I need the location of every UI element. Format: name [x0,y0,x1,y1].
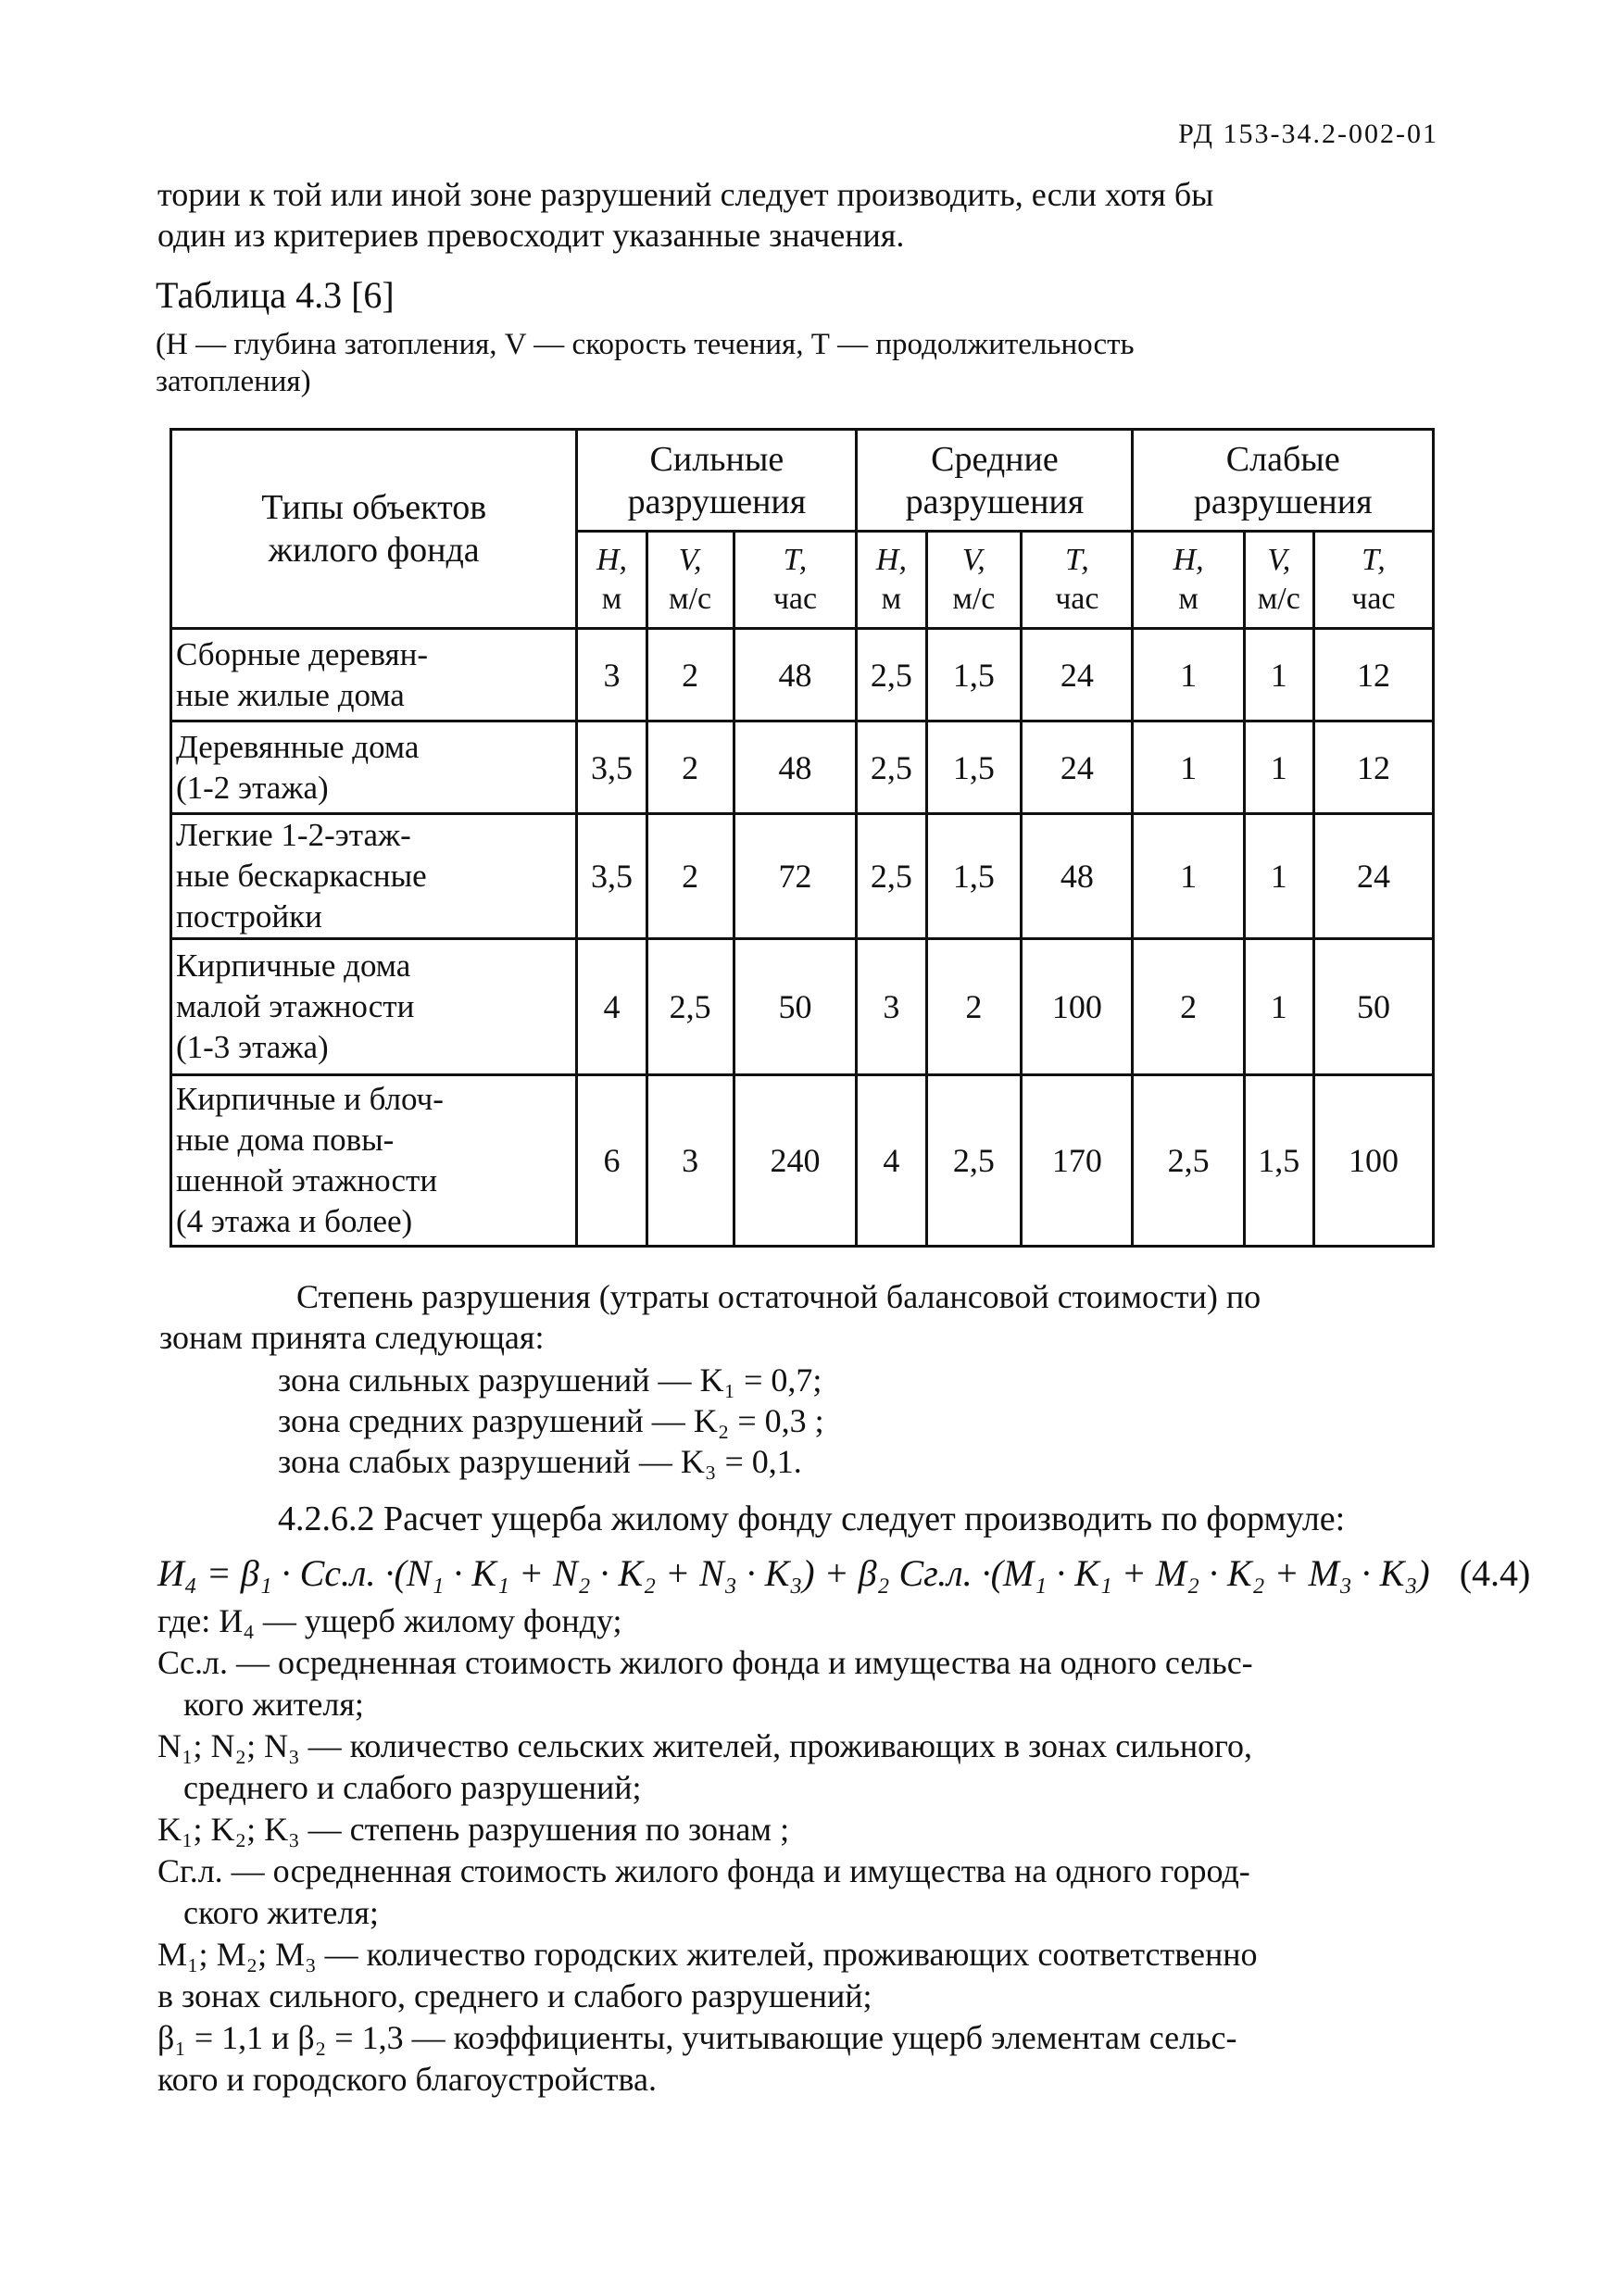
param-unit: м [881,582,902,616]
object-type-line: ные дома повы- [176,1122,395,1158]
value-cell: 50 [734,939,857,1075]
object-type-line: Легкие 1-2-этаж- [176,817,411,853]
param-symbol: V, [1267,543,1291,577]
table-caption: Таблица 4.3 [6] [156,274,395,316]
value-cell: 3,5 [577,721,646,814]
param-header [857,532,926,629]
value-cell: 2 [926,939,1022,1075]
intro-paragraph [157,174,1213,256]
table-note-line: (Н — глубина затопления, V — скорость течения, Т — продолжительность [156,328,1135,361]
object-type-header: Типы объектов жилого фонда [171,430,577,629]
param-symbol: Н, [596,543,628,577]
document-code: РД 153-34.2-002-01 [1178,119,1438,149]
definition-line: кого и городского благоустройства. [157,2061,657,2098]
damage-formula [157,1551,1530,1595]
value-cell: 240 [734,1075,857,1247]
value-cell: 2,5 [926,1075,1022,1247]
param-unit: час [772,582,818,616]
formula-definitions [157,1600,1258,2101]
value-cell: 2,5 [857,629,926,721]
value-cell: 1,5 [926,721,1022,814]
value-cell: 24 [1022,721,1133,814]
definition-line: N₁; N₂; N₃ — количество сельских жителей, проживающих в зонах сильного, [157,1727,1252,1764]
zone-header-medium: Средние разрушения [857,430,1133,532]
definition-line: кого жителя; [183,1686,364,1723]
param-header [577,532,646,629]
object-type-line: Сборные деревян- [176,635,429,672]
object-type-line: постройки [176,898,322,935]
param-unit: м [1178,582,1199,616]
degree-list [278,1360,824,1482]
value-cell: 170 [1022,1075,1133,1247]
object-type-line: ные бескаркасные [176,858,427,894]
object-type-line: Кирпичные дома [176,947,411,984]
formula-expression: И₄ = β₁ · Cс.л. ·(N₁ · K₁ + N₂ · K₂ + N₃ · K₃) + β₂ Cг.л. ·(M₁ · K₁ + M₂ · K₂ + M₃ · K₃) [157,1552,1430,1594]
value-cell: 100 [1022,939,1133,1075]
object-type-cell [171,1075,577,1247]
value-cell: 1,5 [926,629,1022,721]
value-cell: 50 [1313,939,1433,1075]
object-type-cell [171,629,577,721]
param-header [1022,532,1133,629]
param-symbol: Т, [1064,543,1089,577]
table-note [156,326,1135,400]
table-row [171,1075,1434,1247]
object-type-line: ные жилые дома [176,676,405,713]
value-cell: 6 [577,1075,646,1247]
object-type-line: малой этажности [176,988,415,1024]
param-unit: м [601,582,622,616]
value-cell: 3,5 [577,814,646,939]
value-cell: 2 [646,629,734,721]
param-header [926,532,1022,629]
value-cell: 2,5 [857,721,926,814]
object-type-line: (1-2 этажа) [176,769,329,806]
value-cell: 12 [1313,629,1433,721]
param-symbol: Н, [1173,543,1204,577]
value-cell: 48 [734,721,857,814]
object-type-cell [171,939,577,1075]
degree-intro-cont: зонам принята следующая: [159,1319,545,1356]
table-row [171,814,1434,939]
definition-line: ского жителя; [183,1894,379,1931]
value-cell: 24 [1313,814,1433,939]
value-cell: 1 [1133,814,1244,939]
value-cell: 1,5 [1244,1075,1313,1247]
value-cell: 48 [1022,814,1133,939]
param-unit: м/с [1257,582,1300,616]
value-cell: 72 [734,814,857,939]
value-cell: 100 [1313,1075,1433,1247]
definition-line: Cс.л. — осредненная стоимость жилого фонда и имущества на одного сельс- [157,1644,1253,1681]
value-cell: 24 [1022,629,1133,721]
value-cell: 2 [646,814,734,939]
object-type-cell [171,721,577,814]
definition-line: β₁ = 1,1 и β₂ = 1,3 — коэффициенты, учитывающие ущерб элементам сельс- [157,2019,1237,2056]
definition-line: где: И₄ — ущерб жилому фонду; [157,1602,622,1639]
param-header [1133,532,1244,629]
definition-line: Cг.л. — осредненная стоимость жилого фонда и имущества на одного город- [157,1852,1250,1889]
object-type-line: Кирпичные и блоч- [176,1081,444,1117]
value-cell: 1 [1133,629,1244,721]
value-cell: 1 [1244,939,1313,1075]
param-header [646,532,734,629]
object-type-line: Деревянные дома [176,728,420,765]
definition-line: в зонах сильного, среднего и слабого разрушений; [157,1977,872,2014]
definition-line: среднего и слабого разрушений; [183,1769,642,1806]
intro-line: один из критериев превосходит указанные значения. [157,217,905,254]
value-cell: 2,5 [646,939,734,1075]
value-cell: 3 [577,629,646,721]
value-cell: 48 [734,629,857,721]
object-type-cell [171,814,577,939]
param-unit: м/с [669,582,712,616]
formula-number: (4.4) [1459,1552,1531,1594]
value-cell: 2 [1133,939,1244,1075]
param-symbol: V, [961,543,985,577]
param-symbol: Т, [783,543,808,577]
param-header [1244,532,1313,629]
degree-item: зона средних разрушений — K₂ = 0,3 ; [278,1402,824,1439]
definition-line: M₁; M₂; M₃ — количество городских жителей, проживающих соответственно [157,1936,1258,1973]
value-cell: 1 [1244,629,1313,721]
param-symbol: Т, [1362,543,1386,577]
value-cell: 1,5 [926,814,1022,939]
zone-header-strong: Сильные разрушения [577,430,857,532]
value-cell: 2,5 [857,814,926,939]
param-unit: час [1055,582,1099,616]
table-row [171,721,1434,814]
value-cell: 3 [857,939,926,1075]
param-unit: м/с [952,582,996,616]
degree-intro: Степень разрушения (утраты остаточной балансовой стоимости) по [296,1278,1261,1315]
object-type-line: шенной этажности [176,1162,438,1198]
param-header [1313,532,1433,629]
param-symbol: V, [678,543,702,577]
object-type-line: (4 этажа и более) [176,1203,413,1239]
table-note-line: затопления) [156,365,311,398]
value-cell: 2,5 [1133,1075,1244,1247]
table-row [171,939,1434,1075]
degree-item: зона сильных разрушений — K₁ = 0,7; [278,1361,822,1399]
table-row [171,629,1434,721]
table-body [171,629,1434,1247]
param-header [734,532,857,629]
value-cell: 4 [857,1075,926,1247]
value-cell: 1 [1133,721,1244,814]
intro-line: тории к той или иной зоне разрушений следует производить, если хотя бы [157,176,1214,213]
definition-line: K₁; K₂; K₃ — степень разрушения по зонам ; [157,1811,790,1848]
value-cell: 4 [577,939,646,1075]
section-title: 4.2.6.2 Расчет ущерба жилому фонду следует производить по формуле: [278,1499,1346,1538]
value-cell: 3 [646,1075,734,1247]
value-cell: 2 [646,721,734,814]
value-cell: 1 [1244,721,1313,814]
object-type-line: (1-3 этажа) [176,1029,329,1065]
param-unit: час [1351,582,1396,616]
damage-criteria-table [169,428,1435,1248]
param-symbol: Н, [875,543,907,577]
value-cell: 1 [1244,814,1313,939]
degree-item: зона слабых разрушений — K₃ = 0,1. [278,1443,802,1480]
zone-header-weak: Слабые разрушения [1133,430,1434,532]
value-cell: 12 [1313,721,1433,814]
